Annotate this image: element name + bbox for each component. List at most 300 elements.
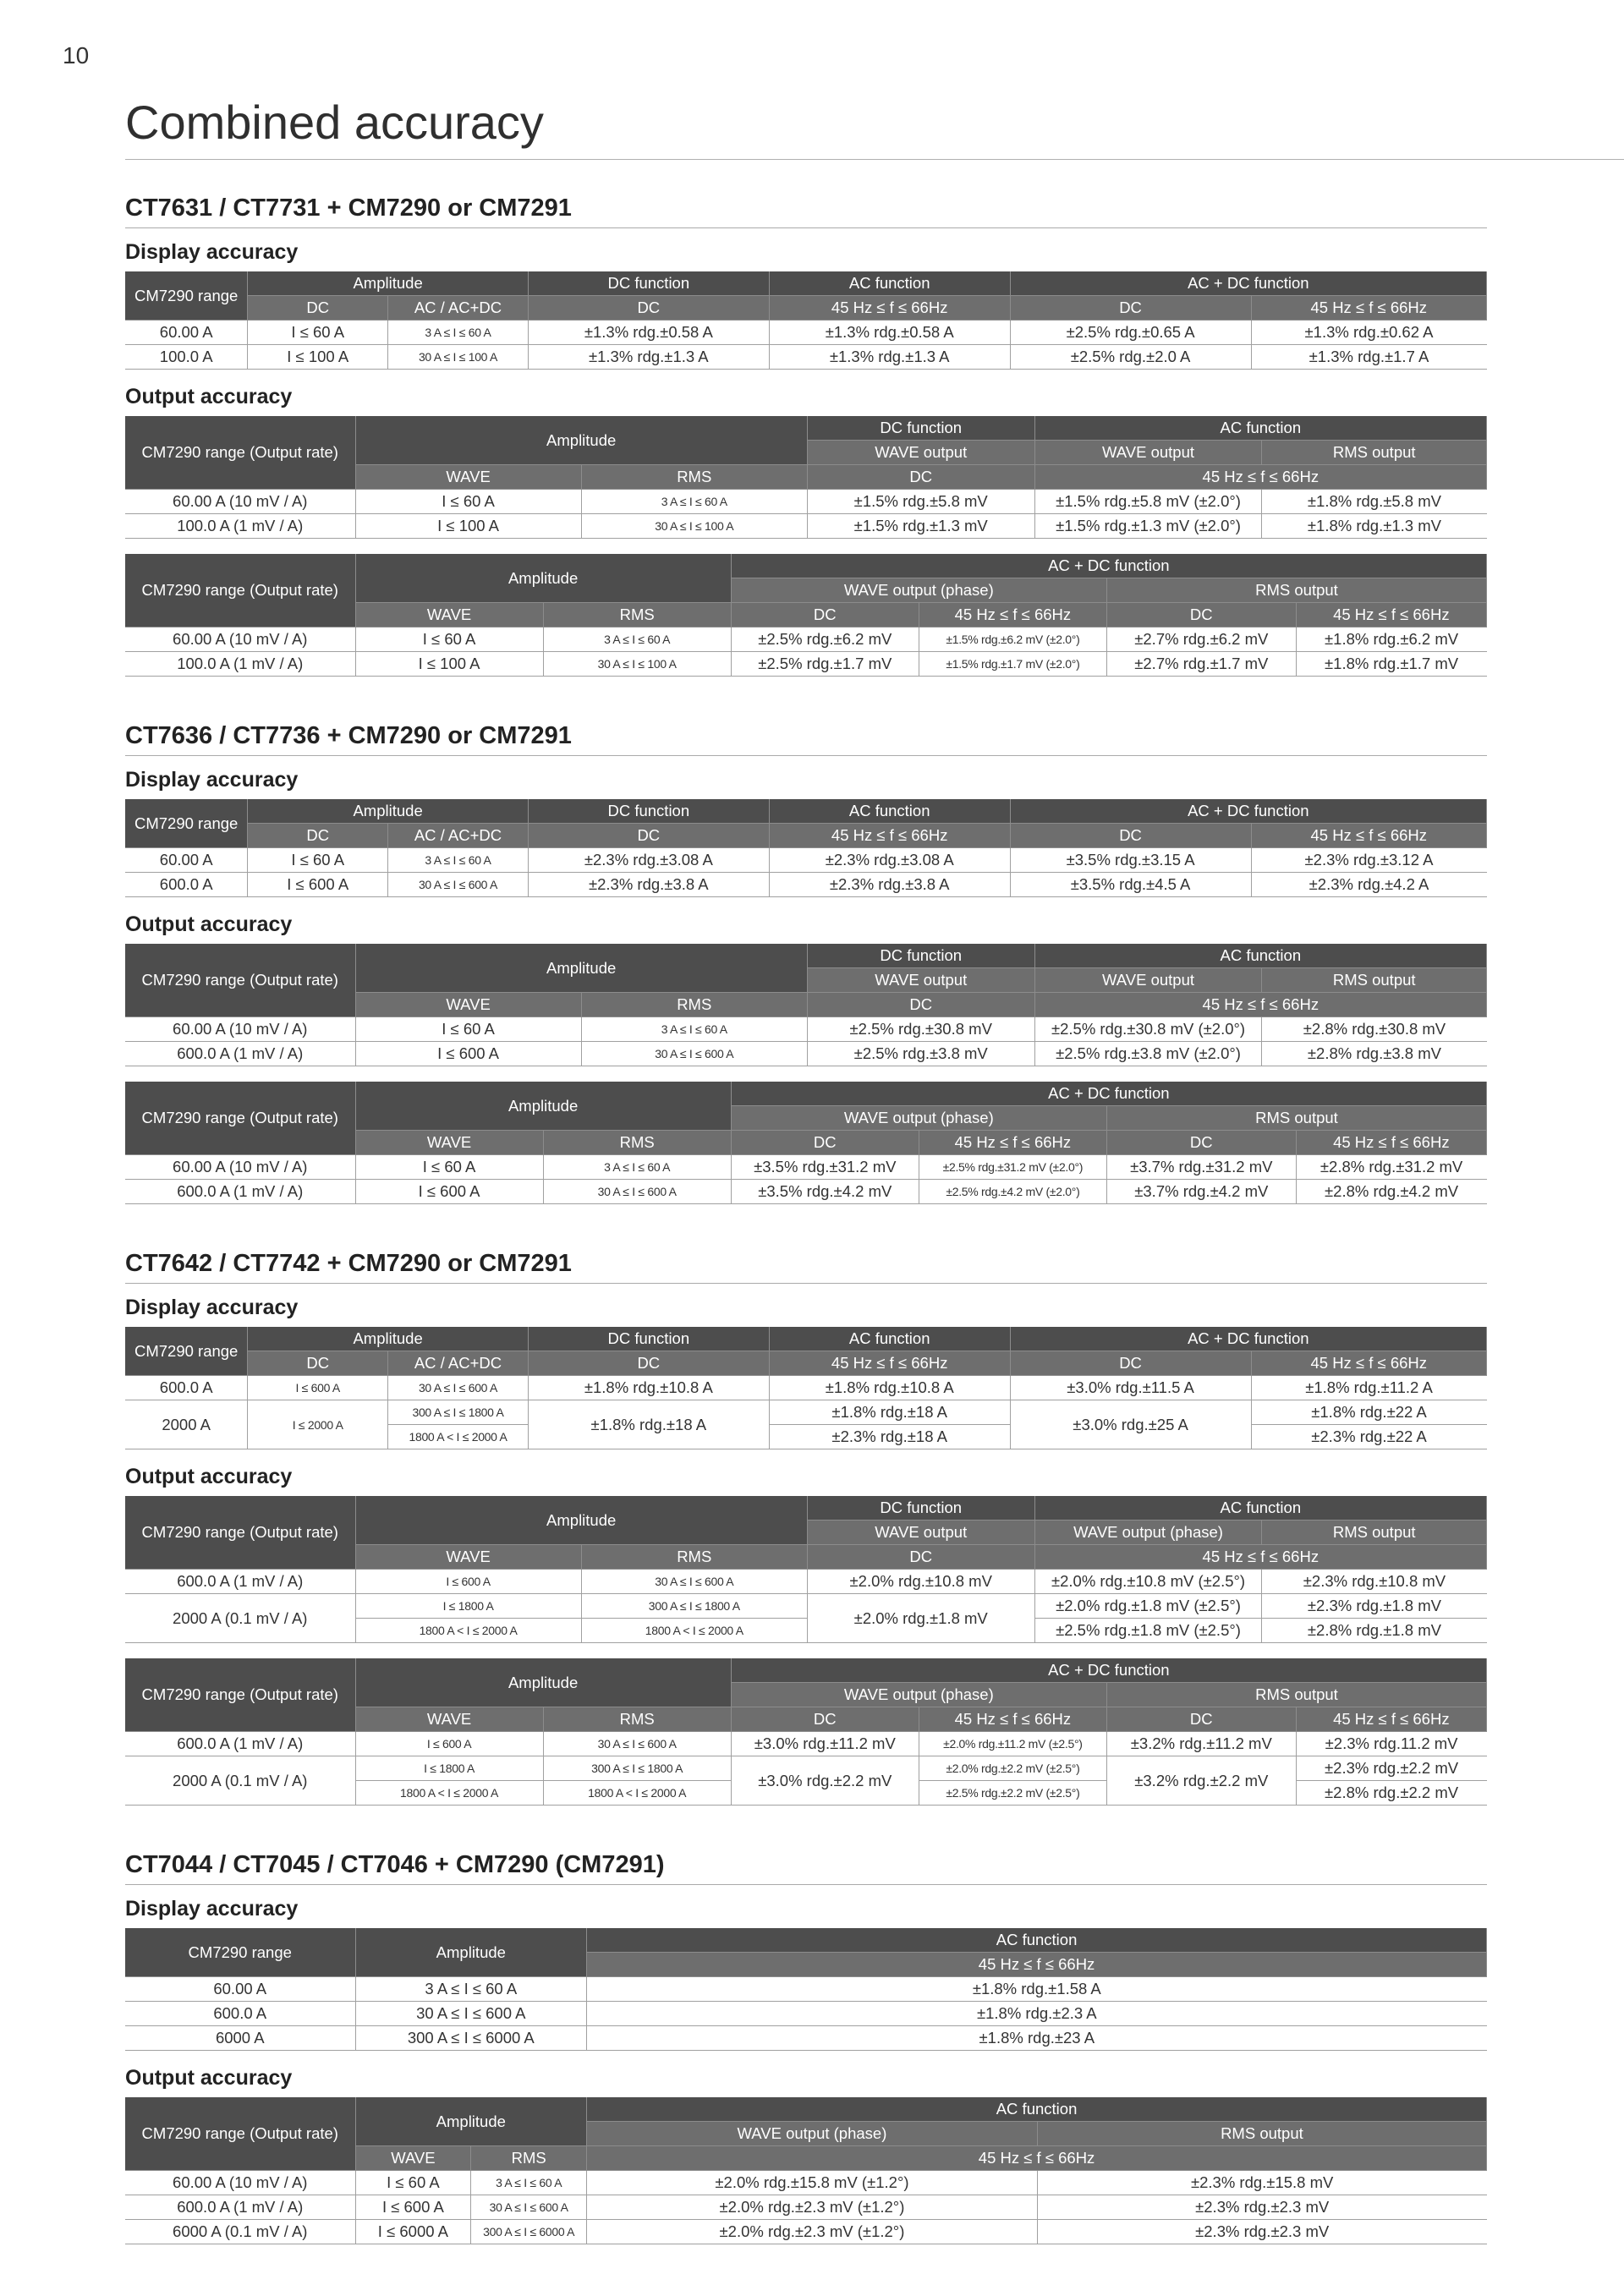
cell-ac-rms-accuracy: ±2.8% rdg.±30.8 mV bbox=[1262, 1017, 1487, 1042]
section-ct7636 bbox=[125, 722, 1487, 1204]
output-accuracy-heading: Output accuracy bbox=[125, 2066, 293, 2090]
header-rms-output: RMS output bbox=[1106, 1106, 1486, 1131]
header-amplitude: Amplitude bbox=[248, 271, 529, 296]
table-row bbox=[125, 873, 1487, 897]
header-dc: DC bbox=[731, 603, 919, 627]
header-frequency: 45 Hz ≤ f ≤ 66Hz bbox=[1296, 1131, 1486, 1155]
cell-amplitude: 3 A ≤ I ≤ 60 A bbox=[355, 1977, 587, 2002]
output-accuracy-acdc-table bbox=[125, 554, 1487, 677]
output-accuracy-table bbox=[125, 416, 1487, 539]
header-range: CM7290 range bbox=[125, 271, 248, 321]
table-row bbox=[125, 1756, 1487, 1781]
page-title: Combined accuracy bbox=[125, 96, 544, 149]
cell-rms-freq-accuracy: ±1.8% rdg.±1.7 mV bbox=[1296, 652, 1486, 677]
header-rms-output: RMS output bbox=[1262, 1521, 1487, 1545]
cell-dc-amplitude: I ≤ 2000 A bbox=[248, 1400, 388, 1449]
header-wave-output: WAVE output bbox=[1034, 441, 1262, 465]
cell-dc-accuracy: ±2.3% rdg.±3.8 A bbox=[528, 873, 769, 897]
header-wave: WAVE bbox=[355, 1545, 581, 1570]
cell-ac-wave-accuracy: ±2.5% rdg.±30.8 mV (±2.0°) bbox=[1034, 1017, 1262, 1042]
header-frequency: 45 Hz ≤ f ≤ 66Hz bbox=[919, 603, 1106, 627]
cell-acdc-freq-accuracy: ±1.8% rdg.±22 A bbox=[1251, 1400, 1487, 1425]
display-accuracy-table bbox=[125, 271, 1487, 370]
cell-dc-amplitude: I ≤ 600 A bbox=[248, 1376, 388, 1400]
table-row bbox=[125, 2171, 1487, 2195]
cell-range: 600.0 A (1 mV / A) bbox=[125, 2195, 355, 2220]
header-range: CM7290 range (Output rate) bbox=[125, 1658, 355, 1732]
cell-rms-amplitude: 1800 A < I ≤ 2000 A bbox=[543, 1781, 731, 1806]
display-accuracy-table bbox=[125, 1928, 1487, 2051]
cell-wave-dc-accuracy: ±3.0% rdg.±11.2 mV bbox=[731, 1732, 919, 1756]
cell-range: 60.00 A bbox=[125, 321, 248, 345]
cell-wave-phase-accuracy: ±2.5% rdg.±31.2 mV (±2.0°) bbox=[919, 1155, 1106, 1180]
cell-wave-dc-accuracy: ±2.5% rdg.±1.7 mV bbox=[731, 652, 919, 677]
cell-acdc-freq-accuracy: ±1.3% rdg.±0.62 A bbox=[1251, 321, 1487, 345]
cell-range: 2000 A (0.1 mV / A) bbox=[125, 1594, 355, 1643]
cell-wave-amplitude: I ≤ 600 A bbox=[355, 1042, 581, 1066]
output-accuracy-heading: Output accuracy bbox=[125, 385, 293, 408]
header-frequency: 45 Hz ≤ f ≤ 66Hz bbox=[1251, 824, 1487, 848]
header-rms-output: RMS output bbox=[1262, 968, 1487, 993]
cell-acdc-dc-accuracy: ±3.0% rdg.±25 A bbox=[1010, 1400, 1251, 1449]
table-row bbox=[125, 848, 1487, 873]
cell-rms-amplitude: 30 A ≤ I ≤ 100 A bbox=[543, 652, 731, 677]
header-frequency: 45 Hz ≤ f ≤ 66Hz bbox=[769, 1351, 1010, 1376]
header-wave-output-phase: WAVE output (phase) bbox=[587, 2122, 1038, 2146]
cell-range: 60.00 A (10 mV / A) bbox=[125, 1017, 355, 1042]
header-frequency: 45 Hz ≤ f ≤ 66Hz bbox=[1296, 603, 1486, 627]
header-wave: WAVE bbox=[355, 1707, 543, 1732]
section-title: CT7631 / CT7731 + CM7290 or CM7291 bbox=[125, 195, 1487, 228]
header-dc: DC bbox=[807, 993, 1034, 1017]
header-dc: DC bbox=[1106, 1707, 1296, 1732]
cell-range: 600.0 A bbox=[125, 1376, 248, 1400]
cell-rms-amplitude: 300 A ≤ I ≤ 1800 A bbox=[581, 1594, 807, 1619]
header-rms-output: RMS output bbox=[1106, 578, 1486, 603]
table-row bbox=[125, 2220, 1487, 2244]
header-range: CM7290 range bbox=[125, 799, 248, 848]
header-amplitude: Amplitude bbox=[355, 1658, 731, 1707]
header-amplitude: Amplitude bbox=[355, 1928, 587, 1977]
header-dc: DC bbox=[1010, 296, 1251, 321]
cell-range: 600.0 A bbox=[125, 2002, 355, 2026]
cell-ac-accuracy: ±1.8% rdg.±2.3 A bbox=[587, 2002, 1487, 2026]
header-wave-output-phase: WAVE output (phase) bbox=[731, 1683, 1106, 1707]
header-amplitude: Amplitude bbox=[355, 2097, 587, 2146]
cell-ac-wave-accuracy: ±2.0% rdg.±1.8 mV (±2.5°) bbox=[1034, 1594, 1262, 1619]
section-ct7631 bbox=[125, 195, 1487, 677]
display-accuracy-heading: Display accuracy bbox=[125, 768, 299, 792]
cell-wave-amplitude: I ≤ 600 A bbox=[355, 2195, 471, 2220]
header-dc: DC bbox=[1010, 1351, 1251, 1376]
cell-wave-phase-accuracy: ±2.0% rdg.±2.3 mV (±1.2°) bbox=[587, 2195, 1038, 2220]
cell-rms-accuracy: ±2.3% rdg.±2.3 mV bbox=[1037, 2195, 1486, 2220]
cell-range: 60.00 A (10 mV / A) bbox=[125, 490, 355, 514]
cell-range: 600.0 A (1 mV / A) bbox=[125, 1180, 355, 1204]
header-amplitude: Amplitude bbox=[355, 1082, 731, 1131]
cell-acdc-freq-accuracy: ±1.3% rdg.±1.7 A bbox=[1251, 345, 1487, 370]
cell-range: 60.00 A (10 mV / A) bbox=[125, 1155, 355, 1180]
page-number: 10 bbox=[63, 42, 90, 68]
header-dc: DC bbox=[1106, 1131, 1296, 1155]
header-wave-output-phase: WAVE output (phase) bbox=[731, 1106, 1106, 1131]
table-row bbox=[125, 321, 1487, 345]
cell-acdc-dc-accuracy: ±2.5% rdg.±2.0 A bbox=[1010, 345, 1251, 370]
cell-dc-accuracy: ±1.3% rdg.±1.3 A bbox=[528, 345, 769, 370]
header-range: CM7290 range (Output rate) bbox=[125, 1496, 355, 1570]
header-range: CM7290 range (Output rate) bbox=[125, 944, 355, 1017]
cell-rms-amplitude: 300 A ≤ I ≤ 6000 A bbox=[471, 2220, 587, 2244]
cell-rms-amplitude: 3 A ≤ I ≤ 60 A bbox=[581, 1017, 807, 1042]
cell-wave-amplitude: 1800 A < I ≤ 2000 A bbox=[355, 1619, 581, 1643]
header-wave: WAVE bbox=[355, 465, 581, 490]
cell-dc-accuracy: ±1.3% rdg.±0.58 A bbox=[528, 321, 769, 345]
output-accuracy-heading: Output accuracy bbox=[125, 1465, 293, 1488]
cell-ac-wave-accuracy: ±1.5% rdg.±1.3 mV (±2.0°) bbox=[1034, 514, 1262, 539]
cell-ac-wave-accuracy: ±2.5% rdg.±3.8 mV (±2.0°) bbox=[1034, 1042, 1262, 1066]
output-accuracy-table bbox=[125, 2097, 1487, 2244]
cell-rms-freq-accuracy: ±2.3% rdg.±2.2 mV bbox=[1296, 1756, 1486, 1781]
header-dc-function: DC function bbox=[807, 1496, 1034, 1521]
cell-rms-amplitude: 1800 A < I ≤ 2000 A bbox=[581, 1619, 807, 1643]
header-acdc-function: AC + DC function bbox=[1010, 1327, 1486, 1351]
cell-ac-rms-accuracy: ±1.8% rdg.±1.3 mV bbox=[1262, 514, 1487, 539]
header-wave-output: WAVE output bbox=[807, 968, 1034, 993]
header-ac-function: AC function bbox=[587, 2097, 1487, 2122]
table-row bbox=[125, 1180, 1487, 1204]
header-rms: RMS bbox=[581, 993, 807, 1017]
cell-wave-amplitude: I ≤ 60 A bbox=[355, 2171, 471, 2195]
cell-wave-amplitude: I ≤ 1800 A bbox=[355, 1756, 543, 1781]
header-dc-function: DC function bbox=[528, 271, 769, 296]
table-row bbox=[125, 345, 1487, 370]
cell-ac-amplitude: 30 A ≤ I ≤ 600 A bbox=[388, 873, 529, 897]
header-wave: WAVE bbox=[355, 2146, 471, 2171]
cell-range: 60.00 A (10 mV / A) bbox=[125, 627, 355, 652]
cell-acdc-dc-accuracy: ±2.5% rdg.±0.65 A bbox=[1010, 321, 1251, 345]
cell-rms-amplitude: 30 A ≤ I ≤ 600 A bbox=[581, 1570, 807, 1594]
header-wave-output-phase: WAVE output (phase) bbox=[731, 578, 1106, 603]
cell-dc-accuracy: ±2.0% rdg.±1.8 mV bbox=[807, 1594, 1034, 1643]
cell-acdc-dc-accuracy: ±3.0% rdg.±11.5 A bbox=[1010, 1376, 1251, 1400]
cell-ac-accuracy: ±2.3% rdg.±18 A bbox=[769, 1425, 1010, 1449]
header-amplitude: Amplitude bbox=[355, 944, 807, 993]
header-range: CM7290 range (Output rate) bbox=[125, 416, 355, 490]
cell-wave-amplitude: I ≤ 60 A bbox=[355, 627, 543, 652]
header-ac-function: AC function bbox=[1034, 1496, 1486, 1521]
display-accuracy-table bbox=[125, 1327, 1487, 1449]
table-row bbox=[125, 1977, 1487, 2002]
cell-ac-amplitude: 1800 A < I ≤ 2000 A bbox=[388, 1425, 529, 1449]
cell-wave-dc-accuracy: ±3.5% rdg.±31.2 mV bbox=[731, 1155, 919, 1180]
cell-wave-phase-accuracy: ±2.0% rdg.±2.3 mV (±1.2°) bbox=[587, 2220, 1038, 2244]
header-dc-function: DC function bbox=[807, 416, 1034, 441]
header-range: CM7290 range bbox=[125, 1928, 355, 1977]
cell-wave-phase-accuracy: ±2.0% rdg.±15.8 mV (±1.2°) bbox=[587, 2171, 1038, 2195]
cell-ac-amplitude: 3 A ≤ I ≤ 60 A bbox=[388, 848, 529, 873]
header-ac-function: AC function bbox=[769, 271, 1010, 296]
cell-amplitude: 300 A ≤ I ≤ 6000 A bbox=[355, 2026, 587, 2051]
cell-rms-amplitude: 3 A ≤ I ≤ 60 A bbox=[543, 627, 731, 652]
display-accuracy-heading: Display accuracy bbox=[125, 240, 299, 264]
cell-ac-wave-accuracy: ±2.0% rdg.±10.8 mV (±2.5°) bbox=[1034, 1570, 1262, 1594]
header-dc: DC bbox=[1010, 824, 1251, 848]
cell-dc-amplitude: I ≤ 600 A bbox=[248, 873, 388, 897]
cell-dc-accuracy: ±1.5% rdg.±5.8 mV bbox=[807, 490, 1034, 514]
header-dc: DC bbox=[807, 1545, 1034, 1570]
header-amplitude: Amplitude bbox=[355, 1496, 807, 1545]
header-frequency: 45 Hz ≤ f ≤ 66Hz bbox=[1034, 465, 1486, 490]
cell-rms-amplitude: 3 A ≤ I ≤ 60 A bbox=[543, 1155, 731, 1180]
cell-acdc-dc-accuracy: ±3.5% rdg.±3.15 A bbox=[1010, 848, 1251, 873]
header-frequency: 45 Hz ≤ f ≤ 66Hz bbox=[919, 1707, 1106, 1732]
cell-dc-accuracy: ±1.5% rdg.±1.3 mV bbox=[807, 514, 1034, 539]
header-wave-output-phase: WAVE output (phase) bbox=[1034, 1521, 1262, 1545]
cell-rms-dc-accuracy: ±2.7% rdg.±6.2 mV bbox=[1106, 627, 1296, 652]
cell-wave-amplitude: I ≤ 600 A bbox=[355, 1180, 543, 1204]
cell-dc-amplitude: I ≤ 60 A bbox=[248, 848, 388, 873]
cell-ac-accuracy: ±2.3% rdg.±3.8 A bbox=[769, 873, 1010, 897]
cell-wave-phase-accuracy: ±2.0% rdg.±11.2 mV (±2.5°) bbox=[919, 1732, 1106, 1756]
cell-range: 6000 A bbox=[125, 2026, 355, 2051]
section-ct7642 bbox=[125, 1250, 1487, 1806]
cell-range: 600.0 A (1 mV / A) bbox=[125, 1042, 355, 1066]
cell-rms-amplitude: 30 A ≤ I ≤ 600 A bbox=[471, 2195, 587, 2220]
content bbox=[125, 195, 1487, 2290]
cell-ac-rms-accuracy: ±2.8% rdg.±1.8 mV bbox=[1262, 1619, 1487, 1643]
display-accuracy-heading: Display accuracy bbox=[125, 1296, 299, 1319]
section-ct7044 bbox=[125, 1851, 1487, 2244]
header-rms: RMS bbox=[581, 465, 807, 490]
header-range: CM7290 range (Output rate) bbox=[125, 554, 355, 627]
header-dc: DC bbox=[248, 296, 388, 321]
header-amplitude: Amplitude bbox=[355, 554, 731, 603]
cell-amplitude: 30 A ≤ I ≤ 600 A bbox=[355, 2002, 587, 2026]
cell-rms-amplitude: 30 A ≤ I ≤ 600 A bbox=[543, 1732, 731, 1756]
header-dc-function: DC function bbox=[528, 1327, 769, 1351]
table-row bbox=[125, 2195, 1487, 2220]
header-dc: DC bbox=[528, 1351, 769, 1376]
header-dc: DC bbox=[731, 1131, 919, 1155]
header-frequency: 45 Hz ≤ f ≤ 66Hz bbox=[1034, 1545, 1486, 1570]
cell-range: 60.00 A bbox=[125, 1977, 355, 2002]
header-ac-function: AC function bbox=[769, 1327, 1010, 1351]
header-amplitude: Amplitude bbox=[248, 1327, 529, 1351]
cell-wave-amplitude: I ≤ 100 A bbox=[355, 652, 543, 677]
table-row bbox=[125, 1155, 1487, 1180]
header-wave-output: WAVE output bbox=[1034, 968, 1262, 993]
cell-range: 600.0 A (1 mV / A) bbox=[125, 1732, 355, 1756]
cell-range: 60.00 A bbox=[125, 848, 248, 873]
cell-wave-phase-accuracy: ±2.5% rdg.±4.2 mV (±2.0°) bbox=[919, 1180, 1106, 1204]
cell-wave-amplitude: 1800 A < I ≤ 2000 A bbox=[355, 1781, 543, 1806]
header-dc-function: DC function bbox=[528, 799, 769, 824]
header-ac-function: AC function bbox=[587, 1928, 1487, 1953]
header-frequency: 45 Hz ≤ f ≤ 66Hz bbox=[587, 2146, 1487, 2171]
header-dc: DC bbox=[731, 1707, 919, 1732]
header-rms: RMS bbox=[581, 1545, 807, 1570]
cell-ac-accuracy: ±1.3% rdg.±1.3 A bbox=[769, 345, 1010, 370]
cell-wave-amplitude: I ≤ 1800 A bbox=[355, 1594, 581, 1619]
cell-acdc-dc-accuracy: ±3.5% rdg.±4.5 A bbox=[1010, 873, 1251, 897]
header-dc: DC bbox=[1106, 603, 1296, 627]
header-dc: DC bbox=[248, 824, 388, 848]
cell-ac-rms-accuracy: ±2.3% rdg.±1.8 mV bbox=[1262, 1594, 1487, 1619]
table-row bbox=[125, 627, 1487, 652]
header-frequency: 45 Hz ≤ f ≤ 66Hz bbox=[769, 296, 1010, 321]
table-row bbox=[125, 1570, 1487, 1594]
cell-ac-accuracy: ±1.8% rdg.±10.8 A bbox=[769, 1376, 1010, 1400]
table-row bbox=[125, 1017, 1487, 1042]
cell-rms-dc-accuracy: ±3.7% rdg.±4.2 mV bbox=[1106, 1180, 1296, 1204]
cell-dc-amplitude: I ≤ 100 A bbox=[248, 345, 388, 370]
header-rms-output: RMS output bbox=[1262, 441, 1487, 465]
cell-rms-amplitude: 3 A ≤ I ≤ 60 A bbox=[471, 2171, 587, 2195]
cell-dc-accuracy: ±1.8% rdg.±10.8 A bbox=[528, 1376, 769, 1400]
cell-rms-dc-accuracy: ±3.2% rdg.±2.2 mV bbox=[1106, 1756, 1296, 1806]
header-rms: RMS bbox=[543, 1707, 731, 1732]
cell-ac-amplitude: 30 A ≤ I ≤ 100 A bbox=[388, 345, 529, 370]
table-row bbox=[125, 2026, 1487, 2051]
header-range: CM7290 range (Output rate) bbox=[125, 1082, 355, 1155]
cell-ac-rms-accuracy: ±2.8% rdg.±3.8 mV bbox=[1262, 1042, 1487, 1066]
cell-rms-accuracy: ±2.3% rdg.±2.3 mV bbox=[1037, 2220, 1486, 2244]
cell-dc-accuracy: ±2.3% rdg.±3.08 A bbox=[528, 848, 769, 873]
section-title: CT7642 / CT7742 + CM7290 or CM7291 bbox=[125, 1250, 1487, 1284]
cell-rms-dc-accuracy: ±2.7% rdg.±1.7 mV bbox=[1106, 652, 1296, 677]
header-wave-output: WAVE output bbox=[807, 441, 1034, 465]
cell-ac-rms-accuracy: ±1.8% rdg.±5.8 mV bbox=[1262, 490, 1487, 514]
cell-ac-amplitude: 300 A ≤ I ≤ 1800 A bbox=[388, 1400, 529, 1425]
cell-dc-accuracy: ±1.8% rdg.±18 A bbox=[528, 1400, 769, 1449]
cell-acdc-freq-accuracy: ±2.3% rdg.±3.12 A bbox=[1251, 848, 1487, 873]
header-ac-function: AC function bbox=[769, 799, 1010, 824]
table-row bbox=[125, 1594, 1487, 1619]
output-accuracy-table bbox=[125, 944, 1487, 1066]
header-acdc-function: AC + DC function bbox=[1010, 271, 1486, 296]
cell-rms-freq-accuracy: ±2.8% rdg.±4.2 mV bbox=[1296, 1180, 1486, 1204]
header-frequency: 45 Hz ≤ f ≤ 66Hz bbox=[587, 1953, 1487, 1977]
header-frequency: 45 Hz ≤ f ≤ 66Hz bbox=[1251, 296, 1487, 321]
cell-wave-amplitude: I ≤ 6000 A bbox=[355, 2220, 471, 2244]
cell-rms-amplitude: 300 A ≤ I ≤ 1800 A bbox=[543, 1756, 731, 1781]
header-range: CM7290 range bbox=[125, 1327, 248, 1376]
cell-acdc-freq-accuracy: ±2.3% rdg.±22 A bbox=[1251, 1425, 1487, 1449]
cell-wave-dc-accuracy: ±3.0% rdg.±2.2 mV bbox=[731, 1756, 919, 1806]
cell-ac-wave-accuracy: ±1.5% rdg.±5.8 mV (±2.0°) bbox=[1034, 490, 1262, 514]
header-wave: WAVE bbox=[355, 993, 581, 1017]
header-dc: DC bbox=[528, 296, 769, 321]
cell-ac-accuracy: ±2.3% rdg.±3.08 A bbox=[769, 848, 1010, 873]
section-title: CT7044 / CT7045 / CT7046 + CM7290 (CM7291) bbox=[125, 1851, 1487, 1885]
cell-rms-freq-accuracy: ±2.8% rdg.±2.2 mV bbox=[1296, 1781, 1486, 1806]
header-wave: WAVE bbox=[355, 603, 543, 627]
header-acdc-function: AC + DC function bbox=[731, 1082, 1486, 1106]
output-accuracy-table bbox=[125, 1496, 1487, 1643]
cell-rms-dc-accuracy: ±3.7% rdg.±31.2 mV bbox=[1106, 1155, 1296, 1180]
cell-wave-amplitude: I ≤ 60 A bbox=[355, 1017, 581, 1042]
cell-wave-phase-accuracy: ±2.0% rdg.±2.2 mV (±2.5°) bbox=[919, 1756, 1106, 1781]
cell-range: 100.0 A (1 mV / A) bbox=[125, 652, 355, 677]
cell-range: 600.0 A (1 mV / A) bbox=[125, 1570, 355, 1594]
cell-range: 100.0 A (1 mV / A) bbox=[125, 514, 355, 539]
header-rms-output: RMS output bbox=[1037, 2122, 1486, 2146]
cell-dc-accuracy: ±2.5% rdg.±3.8 mV bbox=[807, 1042, 1034, 1066]
cell-range: 600.0 A bbox=[125, 873, 248, 897]
header-amplitude: Amplitude bbox=[248, 799, 529, 824]
header-amplitude: Amplitude bbox=[355, 416, 807, 465]
cell-ac-accuracy: ±1.8% rdg.±18 A bbox=[769, 1400, 1010, 1425]
cell-ac-amplitude: 30 A ≤ I ≤ 600 A bbox=[388, 1376, 529, 1400]
cell-rms-freq-accuracy: ±2.3% rdg.11.2 mV bbox=[1296, 1732, 1486, 1756]
header-ac-acdc: AC / AC+DC bbox=[388, 824, 529, 848]
header-wave-output: WAVE output bbox=[807, 1521, 1034, 1545]
cell-wave-amplitude: I ≤ 600 A bbox=[355, 1732, 543, 1756]
cell-range: 100.0 A bbox=[125, 345, 248, 370]
cell-wave-phase-accuracy: ±1.5% rdg.±1.7 mV (±2.0°) bbox=[919, 652, 1106, 677]
header-frequency: 45 Hz ≤ f ≤ 66Hz bbox=[919, 1131, 1106, 1155]
cell-wave-phase-accuracy: ±1.5% rdg.±6.2 mV (±2.0°) bbox=[919, 627, 1106, 652]
header-wave: WAVE bbox=[355, 1131, 543, 1155]
output-accuracy-acdc-table bbox=[125, 1082, 1487, 1204]
table-row bbox=[125, 652, 1487, 677]
header-ac-acdc: AC / AC+DC bbox=[388, 296, 529, 321]
cell-rms-amplitude: 30 A ≤ I ≤ 600 A bbox=[543, 1180, 731, 1204]
cell-rms-dc-accuracy: ±3.2% rdg.±11.2 mV bbox=[1106, 1732, 1296, 1756]
table-row bbox=[125, 1400, 1487, 1425]
header-frequency: 45 Hz ≤ f ≤ 66Hz bbox=[1251, 1351, 1487, 1376]
header-frequency: 45 Hz ≤ f ≤ 66Hz bbox=[1296, 1707, 1486, 1732]
cell-range: 6000 A (0.1 mV / A) bbox=[125, 2220, 355, 2244]
cell-rms-amplitude: 30 A ≤ I ≤ 100 A bbox=[581, 514, 807, 539]
header-dc-function: DC function bbox=[807, 944, 1034, 968]
cell-wave-amplitude: I ≤ 600 A bbox=[355, 1570, 581, 1594]
cell-wave-amplitude: I ≤ 60 A bbox=[355, 1155, 543, 1180]
table-row bbox=[125, 1042, 1487, 1066]
display-accuracy-table bbox=[125, 799, 1487, 897]
cell-range: 60.00 A (10 mV / A) bbox=[125, 2171, 355, 2195]
header-dc: DC bbox=[807, 465, 1034, 490]
header-ac-acdc: AC / AC+DC bbox=[388, 1351, 529, 1376]
header-rms: RMS bbox=[471, 2146, 587, 2171]
header-acdc-function: AC + DC function bbox=[1010, 799, 1486, 824]
header-frequency: 45 Hz ≤ f ≤ 66Hz bbox=[1034, 993, 1486, 1017]
cell-wave-dc-accuracy: ±3.5% rdg.±4.2 mV bbox=[731, 1180, 919, 1204]
table-row bbox=[125, 1376, 1487, 1400]
cell-ac-accuracy: ±1.8% rdg.±1.58 A bbox=[587, 1977, 1487, 2002]
cell-wave-phase-accuracy: ±2.5% rdg.±2.2 mV (±2.5°) bbox=[919, 1781, 1106, 1806]
cell-wave-amplitude: I ≤ 100 A bbox=[355, 514, 581, 539]
output-accuracy-heading: Output accuracy bbox=[125, 912, 293, 936]
cell-ac-wave-accuracy: ±2.5% rdg.±1.8 mV (±2.5°) bbox=[1034, 1619, 1262, 1643]
cell-wave-dc-accuracy: ±2.5% rdg.±6.2 mV bbox=[731, 627, 919, 652]
header-range: CM7290 range (Output rate) bbox=[125, 2097, 355, 2171]
header-ac-function: AC function bbox=[1034, 944, 1486, 968]
cell-rms-accuracy: ±2.3% rdg.±15.8 mV bbox=[1037, 2171, 1486, 2195]
cell-range: 2000 A (0.1 mV / A) bbox=[125, 1756, 355, 1806]
cell-dc-amplitude: I ≤ 60 A bbox=[248, 321, 388, 345]
cell-acdc-freq-accuracy: ±2.3% rdg.±4.2 A bbox=[1251, 873, 1487, 897]
header-dc: DC bbox=[248, 1351, 388, 1376]
header-frequency: 45 Hz ≤ f ≤ 66Hz bbox=[769, 824, 1010, 848]
header-rms: RMS bbox=[543, 603, 731, 627]
header-dc: DC bbox=[528, 824, 769, 848]
header-acdc-function: AC + DC function bbox=[731, 1658, 1486, 1683]
table-row bbox=[125, 1732, 1487, 1756]
cell-ac-amplitude: 3 A ≤ I ≤ 60 A bbox=[388, 321, 529, 345]
cell-rms-freq-accuracy: ±1.8% rdg.±6.2 mV bbox=[1296, 627, 1486, 652]
cell-ac-accuracy: ±1.8% rdg.±23 A bbox=[587, 2026, 1487, 2051]
